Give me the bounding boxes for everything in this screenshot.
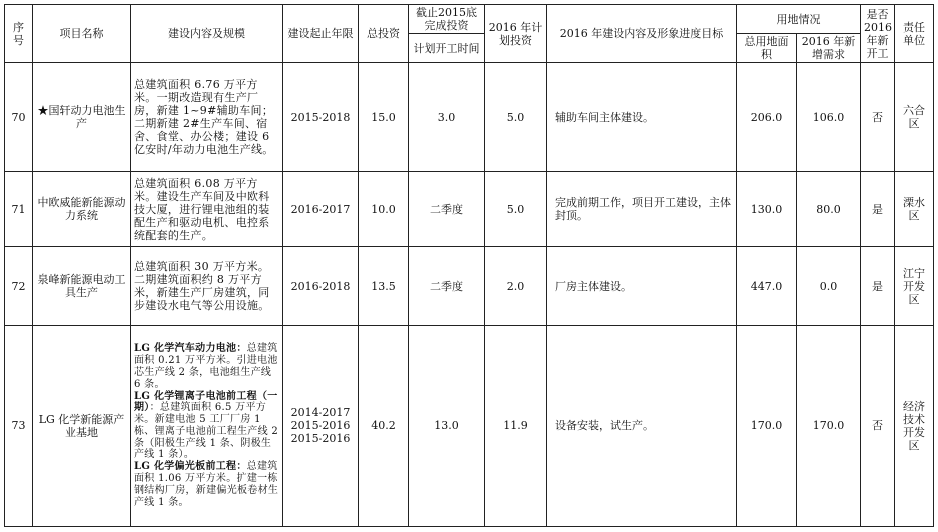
content-part-head: LG 化学锂离子电池前工程（一期） xyxy=(134,390,278,414)
row-period xyxy=(283,325,359,526)
header-land: 用地情况 xyxy=(737,5,861,34)
header-land-total: 总用地面积 xyxy=(737,34,797,63)
row-content xyxy=(131,325,283,526)
table-row xyxy=(5,325,934,526)
row-total: 40.2 xyxy=(359,325,409,526)
header-total: 总投资 xyxy=(359,5,409,63)
row-start: 3.0 xyxy=(409,63,485,172)
row-land-total: 206.0 xyxy=(737,63,797,172)
row-newstart: 是 xyxy=(861,247,895,325)
row-name: 泉峰新能源电动工具生产 xyxy=(33,247,131,325)
row-plan: 11.9 xyxy=(485,325,547,526)
row-unit: 六合区 xyxy=(895,63,934,172)
row-land-new: 170.0 xyxy=(797,325,861,526)
table-row xyxy=(5,63,934,172)
row-total: 13.5 xyxy=(359,247,409,325)
row-seq: 73 xyxy=(5,325,33,526)
content-part-text: 总建筑面积 1.06 万平方米。扩建一栋钢结构厂房，新建偏光板卷材生产线 1 条。 xyxy=(134,461,279,508)
row-name: LG 化学新能源产业基地 xyxy=(33,325,131,526)
header-newstart: 是否2016年新开工 xyxy=(861,5,895,63)
content-part-head: LG 化学偏光板前工程： xyxy=(134,461,247,473)
table-row xyxy=(5,171,934,246)
row-seq: 72 xyxy=(5,247,33,325)
content-part-head: LG 化学汽车动力电池： xyxy=(134,343,247,355)
row-land-total: 170.0 xyxy=(737,325,797,526)
row-goal: 完成前期工作，项目开工建设，主体封顶。 xyxy=(547,171,737,246)
row-start: 二季度 xyxy=(409,171,485,246)
period-line: 2014-2017 xyxy=(290,406,351,420)
row-seq: 71 xyxy=(5,171,33,246)
row-total: 15.0 xyxy=(359,63,409,172)
row-plan: 5.0 xyxy=(485,63,547,172)
row-name: ★国轩动力电池生产 xyxy=(33,63,131,172)
table-row xyxy=(5,247,934,325)
row-newstart: 否 xyxy=(861,325,895,526)
header-unit: 责任单位 xyxy=(895,5,934,63)
project-table xyxy=(4,4,934,527)
row-land-total: 130.0 xyxy=(737,171,797,246)
row-goal: 厂房主体建设。 xyxy=(547,247,737,325)
row-land-new: 80.0 xyxy=(797,171,861,246)
header-goal2016: 2016 年建设内容及形象进度目标 xyxy=(547,5,737,63)
header-by2015: 截止2015底完成投资 xyxy=(409,5,485,34)
row-land-new: 0.0 xyxy=(797,247,861,325)
row-period: 2016-2018 xyxy=(283,247,359,325)
content-part-text: 总建筑面积 0.21 万平方米。引进电池芯生产线 2 条，电池组生产线 6 条。 xyxy=(134,343,278,390)
period-line: 2015-2016 xyxy=(290,432,351,446)
row-unit: 经济技术开发区 xyxy=(895,325,934,526)
row-unit: 江宁开发区 xyxy=(895,247,934,325)
row-name: 中欧威能新能源动力系统 xyxy=(33,171,131,246)
period-line: 2015-2016 xyxy=(290,419,351,433)
header-content: 建设内容及规模 xyxy=(131,5,283,63)
row-period: 2016-2017 xyxy=(283,171,359,246)
header-plan2016: 2016 年计划投资 xyxy=(485,5,547,63)
row-goal: 辅助车间主体建设。 xyxy=(547,63,737,172)
content-part-text: ：总建筑面积 6.5 万平方米。新建电池 5 工厂厂房 1 栋、锂离子电池前工程生产线 2 条（阳极生产线 1 条、阴极生产线 1 条）。 xyxy=(134,402,279,461)
row-seq: 70 xyxy=(5,63,33,172)
row-land-total: 447.0 xyxy=(737,247,797,325)
header-row xyxy=(5,5,934,34)
row-goal: 设备安装，试生产。 xyxy=(547,325,737,526)
row-content: 总建筑面积 6.08 万平方米。建设生产车间及中欧科技大厦，进行锂电池组的装配生产和驱动电机、电控系统配套的生产。 xyxy=(131,171,283,246)
row-content: 总建筑面积 30 万平方米。二期建筑面积约 8 万平方米，新建生产厂房建筑，同步建设水电气等公用设施。 xyxy=(131,247,283,325)
header-name: 项目名称 xyxy=(33,5,131,63)
row-total: 10.0 xyxy=(359,171,409,246)
row-start: 二季度 xyxy=(409,247,485,325)
row-plan: 5.0 xyxy=(485,171,547,246)
header-land-new: 2016 年新增需求 xyxy=(797,34,861,63)
row-plan: 2.0 xyxy=(485,247,547,325)
row-newstart: 是 xyxy=(861,171,895,246)
header-seq: 序号 xyxy=(5,5,33,63)
row-period: 2015-2018 xyxy=(283,63,359,172)
row-land-new: 106.0 xyxy=(797,63,861,172)
header-start-time: 计划开工时间 xyxy=(409,34,485,63)
header-period: 建设起止年限 xyxy=(283,5,359,63)
row-start: 13.0 xyxy=(409,325,485,526)
row-unit: 溧水区 xyxy=(895,171,934,246)
row-content: 总建筑面积 6.76 万平方米。一期改造现有生产厂房，新建 1~9#辅助车间；二期新建 2#生产车间、宿舍、食堂、办公楼；建设 6 亿安时/年动力电池生产线。 xyxy=(131,63,283,172)
row-newstart: 否 xyxy=(861,63,895,172)
